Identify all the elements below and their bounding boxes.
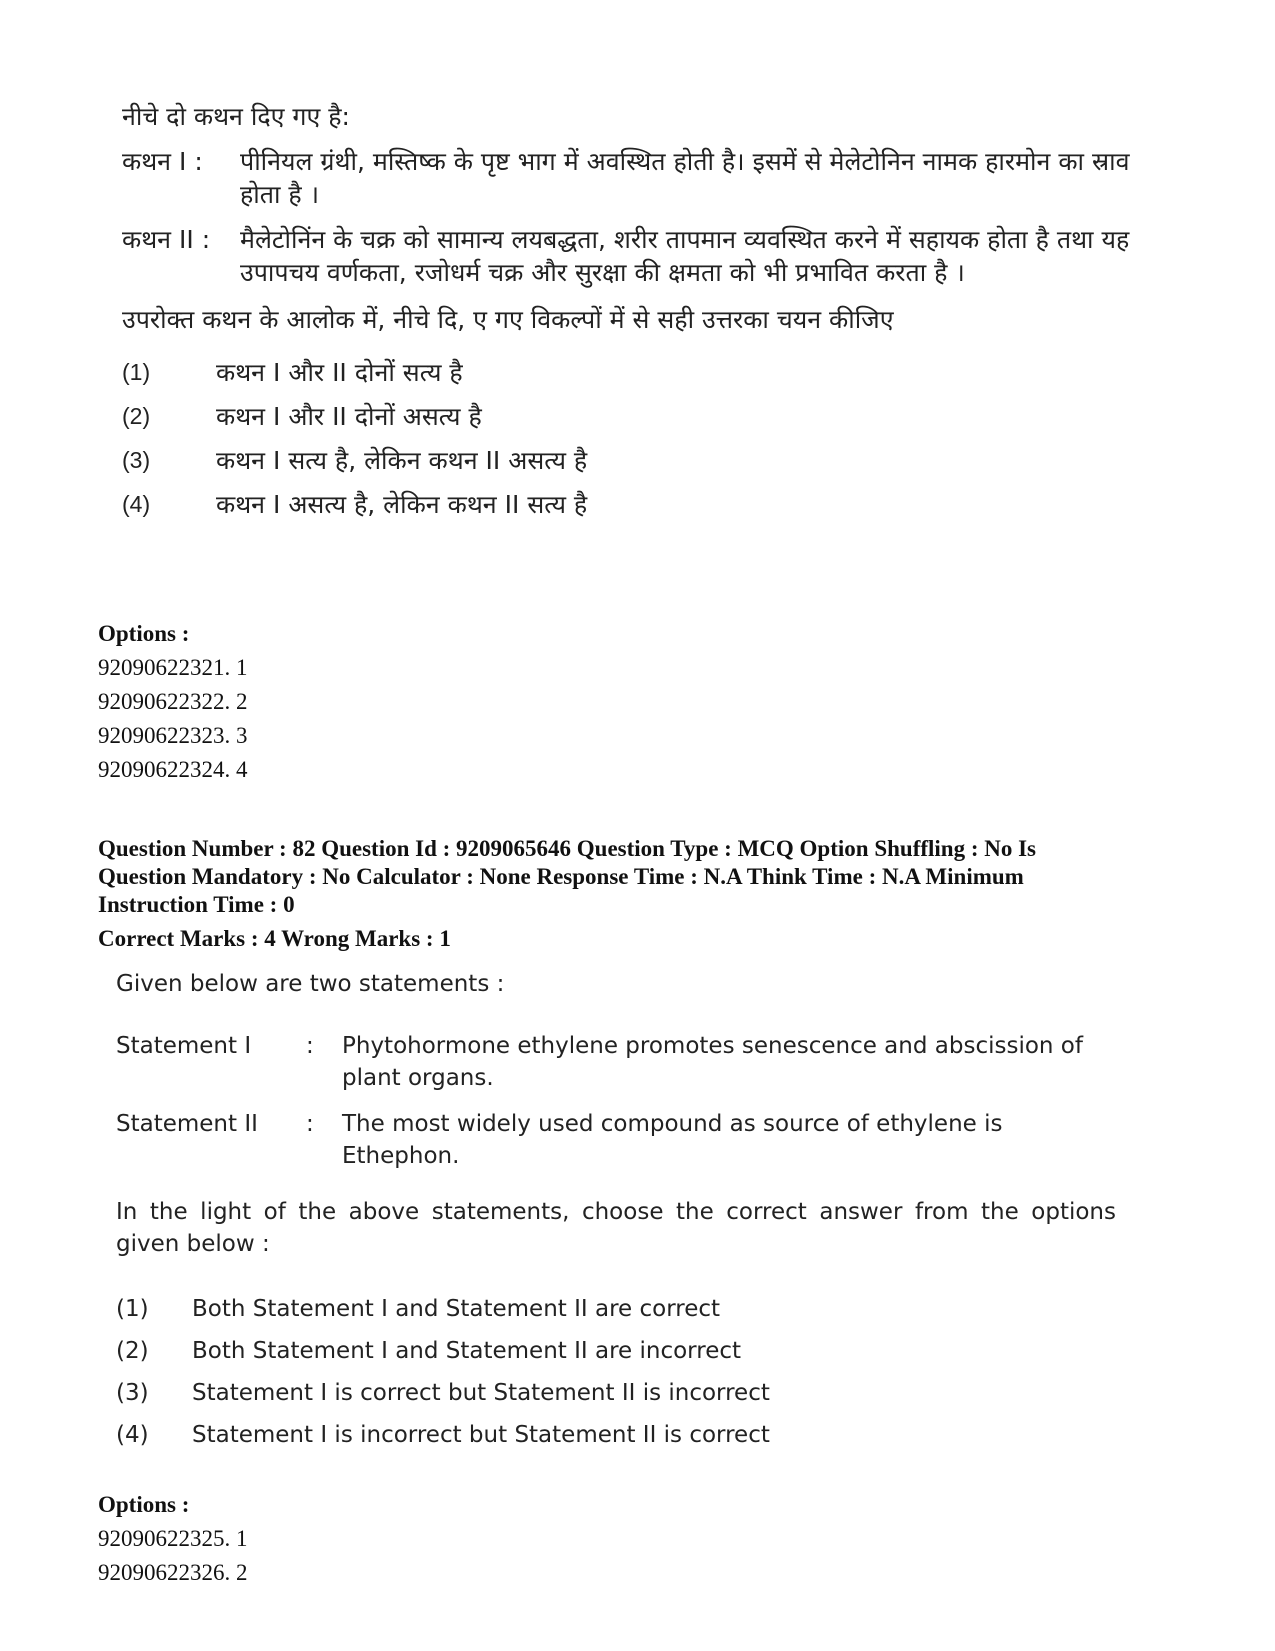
english-statement-2-colon: : xyxy=(306,1111,314,1137)
english-statement-1-label: Statement I xyxy=(116,1033,252,1059)
english-statement-1 xyxy=(116,1030,1116,1094)
options-heading-1: Options : xyxy=(98,621,190,646)
option-code-4: 92090622324. 4 xyxy=(98,757,248,782)
options-block-1 xyxy=(98,617,248,787)
question-meta xyxy=(98,835,1108,953)
english-option-1-number: (1) xyxy=(116,1296,149,1322)
option-code-6: 92090622326. 2 xyxy=(98,1560,248,1585)
option-code-2: 92090622322. 2 xyxy=(98,689,248,714)
english-statement-1-colon: : xyxy=(306,1033,314,1059)
hindi-option-4 xyxy=(122,482,1132,526)
hindi-option-4-text: कथन I असत्य है, लेकिन कथन II सत्य है xyxy=(216,489,588,519)
option-code-1: 92090622321. 1 xyxy=(98,655,248,680)
english-statement-2-label: Statement II xyxy=(116,1111,258,1137)
hindi-statement-2 xyxy=(122,223,1132,289)
english-statement-1-text: Phytohormone ethylene promotes senescence and abscission of plant organs. xyxy=(342,1033,1083,1091)
hindi-option-3-number: (3) xyxy=(122,446,151,473)
hindi-option-3-text: कथन I सत्य है, लेकिन कथन II असत्य है xyxy=(216,445,588,475)
english-statement-2-text: The most widely used compound as source of ethylene is Ethephon. xyxy=(342,1111,1003,1169)
english-instruction: In the light of the above statements, choose the correct answer from the options given below : xyxy=(116,1199,1116,1257)
english-option-4 xyxy=(116,1414,1116,1456)
options-block-2 xyxy=(98,1488,248,1590)
hindi-statement-2-text: मैलेटोनिंन के चक्र को सामान्य लयबद्धता, शरीर तापमान व्यवस्थित करने में सहायक होता है तथा यह उपापचय वर्णकता, रजोधर्म चक्र और सुरक्षा की क्षमता को भी प्रभावित करता है । xyxy=(240,225,1130,287)
question-header: Question Number : 82 Question Id : 9209065646 Question Type : MCQ Option Shuffling : No Is Question Mandatory : No Calculator : None Response Time : N.A Think Time : N.A Minimum Instruction Time : 0 xyxy=(98,836,1037,917)
hindi-statement-1 xyxy=(122,145,1132,211)
english-option-3-number: (3) xyxy=(116,1380,149,1406)
hindi-option-1-number: (1) xyxy=(122,358,151,385)
english-option-1 xyxy=(116,1288,1116,1330)
english-intro: Given below are two statements : xyxy=(116,971,505,997)
english-option-3 xyxy=(116,1372,1116,1414)
hindi-instruction: उपरोक्त कथन के आलोक में, नीचे दि, ए गए विकल्पों में से सही उत्तरका चयन कीजिए xyxy=(122,305,894,334)
english-option-1-text: Both Statement I and Statement II are correct xyxy=(192,1296,721,1322)
english-option-2-number: (2) xyxy=(116,1338,149,1364)
hindi-intro: नीचे दो कथन दिए गए है: xyxy=(122,102,350,131)
english-option-2-text: Both Statement I and Statement II are incorrect xyxy=(192,1338,742,1364)
hindi-statement-2-label: कथन II : xyxy=(122,225,211,254)
hindi-question xyxy=(122,100,1132,526)
english-question xyxy=(116,968,1116,1456)
hindi-option-1 xyxy=(122,350,1132,394)
options-heading-2: Options : xyxy=(98,1492,190,1517)
hindi-option-2-number: (2) xyxy=(122,402,151,429)
hindi-statement-1-label: कथन I : xyxy=(122,147,203,176)
english-option-4-text: Statement I is incorrect but Statement II is correct xyxy=(192,1422,770,1448)
hindi-option-4-number: (4) xyxy=(122,490,151,517)
option-code-5: 92090622325. 1 xyxy=(98,1526,248,1551)
hindi-option-3 xyxy=(122,438,1132,482)
hindi-option-1-text: कथन I और II दोनों सत्य है xyxy=(216,357,463,387)
question-marks: Correct Marks : 4 Wrong Marks : 1 xyxy=(98,926,451,951)
english-option-3-text: Statement I is correct but Statement II is incorrect xyxy=(192,1380,770,1406)
hindi-option-2-text: कथन I और II दोनों असत्य है xyxy=(216,401,482,431)
option-code-3: 92090622323. 3 xyxy=(98,723,248,748)
english-option-2 xyxy=(116,1330,1116,1372)
english-option-4-number: (4) xyxy=(116,1422,149,1448)
hindi-statement-1-text: पीनियल ग्रंथी, मस्तिष्क के पृष्ट भाग में अवस्थित होती है। इसमें से मेलेटोनिन नामक हारमोन का स्राव होता है । xyxy=(240,147,1130,209)
hindi-option-2 xyxy=(122,394,1132,438)
english-statement-2 xyxy=(116,1108,1116,1172)
